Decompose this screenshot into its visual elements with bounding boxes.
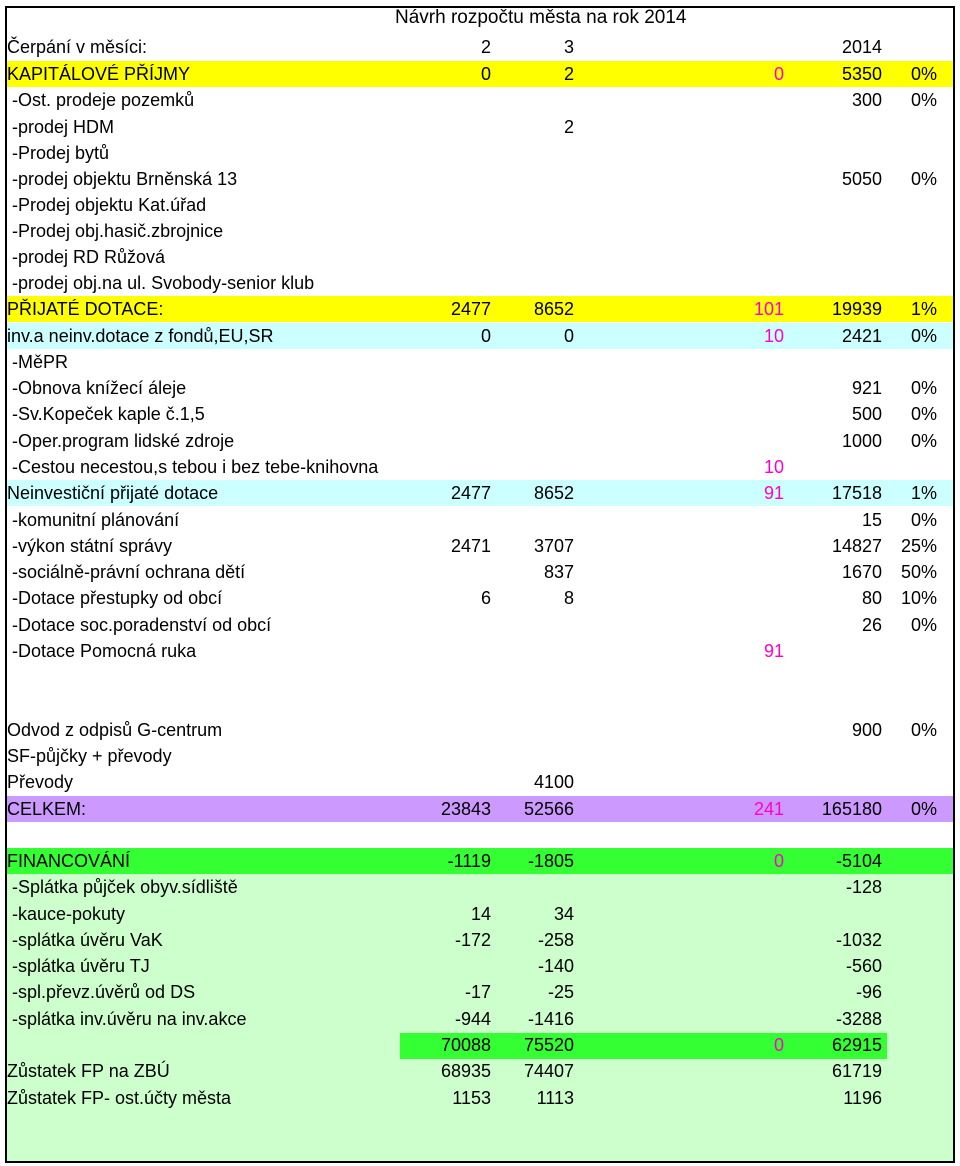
row-label: -Obnova knížecí áleje — [12, 378, 187, 398]
cell-total: -3288 — [835, 1009, 882, 1029]
cell-percent: 25% — [900, 536, 937, 556]
cell-total: -128 — [845, 877, 882, 897]
cell-month-a: -1119 — [447, 851, 491, 871]
header-month-b: 3 — [563, 37, 574, 57]
cell-month-a: 0 — [480, 64, 491, 84]
cell-month-b: 4100 — [533, 772, 574, 792]
cell-total: -560 — [845, 956, 882, 976]
cell-month-a: 1153 — [452, 1088, 491, 1108]
row-label: -prodej RD Růžová — [12, 247, 166, 267]
cell-total: 500 — [851, 404, 882, 424]
row-label: FINANCOVÁNÍ — [7, 851, 131, 871]
cell-percent: 0% — [910, 404, 937, 424]
cell-month-c: 10 — [763, 457, 784, 477]
row-label: CELKEM: — [7, 799, 87, 819]
cell-percent: 10% — [900, 588, 937, 608]
row-label: Zůstatek FP- ost.účty města — [7, 1088, 232, 1108]
cell-total: 5350 — [841, 64, 882, 84]
cell-month-c: 0 — [773, 851, 784, 871]
row-label: Neinvestiční přijaté dotace — [7, 483, 219, 503]
cell-total: 19939 — [831, 299, 882, 319]
row-label: inv.a neinv.dotace z fondů,EU,SR — [7, 326, 274, 346]
cell-month-a: 68935 — [440, 1061, 491, 1081]
header-year: 2014 — [841, 37, 882, 57]
cell-month-c: 101 — [753, 299, 784, 319]
row-label: -splátka inv.úvěru na inv.akce — [12, 1009, 247, 1029]
cell-total: 2421 — [841, 326, 882, 346]
row-label: -splátka úvěru VaK — [12, 930, 163, 950]
row-label: -Dotace přestupky od obcí — [12, 588, 223, 608]
row-label: -prodej HDM — [12, 117, 115, 137]
cell-month-b: -1416 — [527, 1009, 574, 1029]
row-label: -kauce-pokuty — [12, 904, 126, 924]
cell-total: 61719 — [831, 1061, 882, 1081]
cell-month-c: 0 — [773, 1035, 784, 1055]
cell-month-a: 23843 — [440, 799, 491, 819]
cell-percent: 0% — [910, 615, 937, 635]
cell-month-a: 2477 — [450, 299, 491, 319]
row-label: KAPITÁLOVÉ PŘÍJMY — [7, 64, 191, 84]
row-label: -komunitní plánování — [12, 510, 180, 530]
cell-total: 1670 — [841, 562, 882, 582]
row-label: -Dotace soc.poradenství od obcí — [12, 615, 272, 635]
cell-month-c: 10 — [763, 326, 784, 346]
cell-month-b: 2 — [563, 117, 574, 137]
cell-total: -5104 — [835, 851, 882, 871]
cell-total: 14827 — [831, 536, 882, 556]
cell-month-b: -1805 — [527, 851, 574, 871]
row-label: -spl.převz.úvěrů od DS — [12, 982, 196, 1002]
cell-percent: 0% — [910, 169, 937, 189]
cell-total: 1000 — [841, 431, 882, 451]
row-label: -Oper.program lidské zdroje — [12, 431, 235, 451]
sheet-frame — [5, 6, 955, 1163]
cell-month-b: 8652 — [533, 483, 574, 503]
cell-total: -1032 — [835, 930, 882, 950]
cell-month-a: 14 — [470, 904, 491, 924]
cell-month-c: 241 — [753, 799, 784, 819]
row-label: PŘIJATÉ DOTACE: — [7, 299, 164, 319]
cell-month-a: 70088 — [440, 1035, 491, 1055]
row-label: -Dotace Pomocná ruka — [12, 641, 197, 661]
cell-percent: 0% — [910, 326, 937, 346]
cell-percent: 0% — [910, 431, 937, 451]
cell-percent: 0% — [910, 720, 937, 740]
row-label: -Ost. prodeje pozemků — [12, 90, 195, 110]
cell-total: 921 — [851, 378, 882, 398]
cell-month-b: 52566 — [523, 799, 574, 819]
cell-total: -96 — [855, 982, 882, 1002]
cell-total: 165180 — [821, 799, 882, 819]
cell-month-b: 0 — [563, 326, 574, 346]
cell-total: 15 — [861, 510, 882, 530]
cell-percent: 1% — [910, 299, 937, 319]
cell-percent: 0% — [910, 799, 937, 819]
cell-total: 26 — [861, 615, 882, 635]
row-label: -výkon státní správy — [12, 536, 173, 556]
header-label: Čerpání v měsíci: — [7, 37, 148, 57]
cell-month-c: 0 — [773, 64, 784, 84]
cell-month-b: -140 — [537, 956, 574, 976]
row-label: -MěPR — [12, 352, 69, 372]
cell-month-a: 2477 — [450, 483, 491, 503]
row-label: -Sv.Kopeček kaple č.1,5 — [12, 404, 205, 424]
cell-month-b: -258 — [537, 930, 574, 950]
row-label: -splátka úvěru TJ — [12, 956, 150, 976]
cell-month-b: 1113 — [536, 1088, 574, 1108]
header-month-a: 2 — [480, 37, 491, 57]
sheet-title: Návrh rozpočtu města na rok 2014 — [395, 7, 687, 28]
cell-total: 300 — [851, 90, 882, 110]
cell-month-b: 8 — [563, 588, 574, 608]
cell-total: 1196 — [843, 1088, 882, 1108]
cell-percent: 0% — [910, 64, 937, 84]
cell-total: 5050 — [841, 169, 882, 189]
cell-percent: 0% — [910, 510, 937, 530]
row-label: -sociálně-právní ochrana dětí — [12, 562, 246, 582]
row-label: -Cestou necestou,s tebou i bez tebe-knihovna — [12, 457, 379, 477]
cell-percent: 0% — [910, 378, 937, 398]
cell-month-a: -944 — [454, 1009, 491, 1029]
row-label: Zůstatek FP na ZBÚ — [7, 1061, 170, 1081]
cell-percent: 50% — [900, 562, 937, 582]
cell-month-b: 837 — [543, 562, 574, 582]
cell-month-b: 75520 — [523, 1035, 574, 1055]
cell-month-a: 2471 — [450, 536, 491, 556]
row-label: SF-půjčky + převody — [7, 746, 172, 766]
row-label: -prodej obj.na ul. Svobody-senior klub — [12, 273, 315, 293]
cell-total: 80 — [861, 588, 882, 608]
cell-month-c: 91 — [763, 641, 784, 661]
cell-total: 900 — [851, 720, 882, 740]
cell-month-b: 2 — [563, 64, 574, 84]
cell-month-b: 34 — [553, 904, 574, 924]
row-label: -Splátka půjček obyv.sídliště — [12, 877, 238, 897]
cell-month-b: 8652 — [533, 299, 574, 319]
cell-total: 62915 — [831, 1035, 882, 1055]
cell-total: 17518 — [831, 483, 882, 503]
cell-month-a: 0 — [480, 326, 491, 346]
cell-month-a: 6 — [480, 588, 491, 608]
cell-month-a: -17 — [464, 982, 491, 1002]
row-label: -Prodej objektu Kat.úřad — [12, 195, 207, 215]
cell-percent: 0% — [910, 90, 937, 110]
row-label: -prodej objektu Brněnská 13 — [12, 169, 238, 189]
cell-month-b: 3707 — [533, 536, 574, 556]
row-label: -Prodej obj.hasič.zbrojnice — [12, 221, 224, 241]
row-label: Odvod z odpisů G-centrum — [7, 720, 223, 740]
row-label: -Prodej bytů — [12, 143, 110, 163]
cell-month-b: 74407 — [523, 1061, 574, 1081]
cell-month-a: -172 — [454, 930, 491, 950]
cell-month-b: -25 — [547, 982, 574, 1002]
cell-month-c: 91 — [763, 483, 784, 503]
row-label: Převody — [7, 772, 74, 792]
cell-percent: 1% — [910, 483, 937, 503]
